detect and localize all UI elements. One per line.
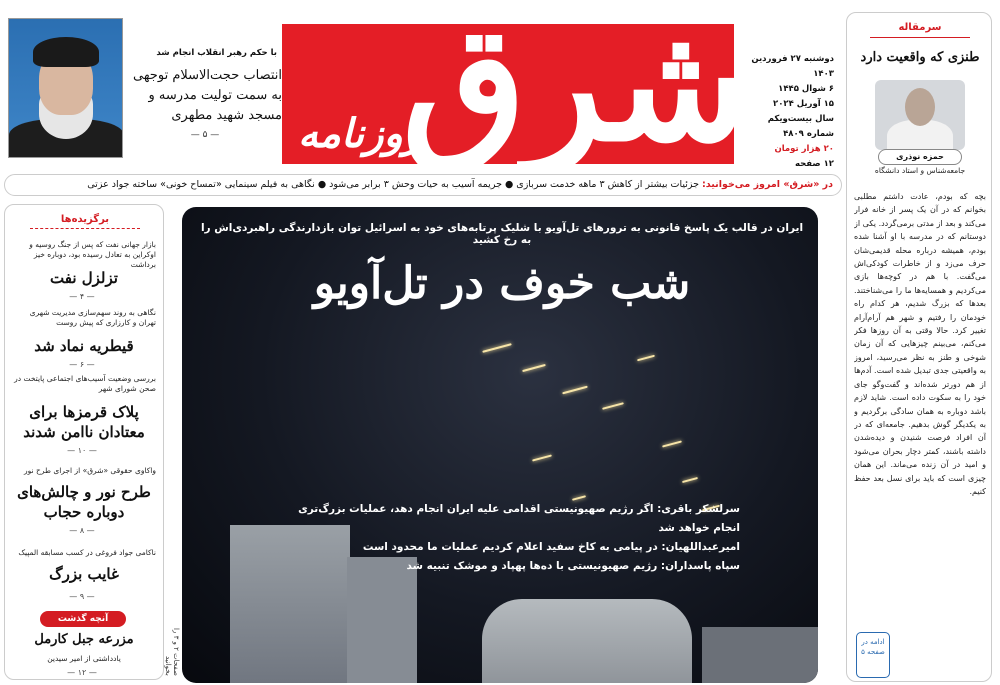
masthead-name: شرق <box>402 0 749 177</box>
author-role: جامعه‌شناس و استاد دانشگاه <box>874 166 966 175</box>
featured-title-3[interactable]: پلاک قرمزها برای معتادان ناامن شدند <box>23 403 145 441</box>
main-headline[interactable]: شب خوف در تل‌آویو <box>313 258 691 309</box>
continued-on-page-link[interactable]: ادامه در صفحه ۵ <box>856 632 890 678</box>
featured-kicker-4: واکاوی حقوقی «شرق» از اجرای طرح نور <box>24 466 156 475</box>
main-story-kicker: ایران در قالب یک پاسخ قانونی به ترورهای تل‌آویو با شلیک پرتابه‌های خود به اسرائیل توان بازدارندگی راهبردی‌اش را به رخ کشید <box>200 222 804 246</box>
date-persian: دوشنبه ۲۷ فروردین ۱۴۰۳ <box>751 54 834 79</box>
leader-portrait-image <box>8 18 123 158</box>
archive-kicker: یادداشتی از امیر سیدین <box>47 654 121 663</box>
archive-badge: آنچه گذشت <box>40 611 126 627</box>
archive-page: — ۱۲ — <box>67 668 97 677</box>
featured-page-4: — ۸ — <box>69 526 95 535</box>
featured-kicker-2: نگاهی به روند سهم‌سازی مدیریت شهری تهران و کارزاری که پیش روست <box>29 308 156 327</box>
topleft-kicker: با حکم رهبر انقلاب انجام شد <box>156 48 277 58</box>
featured-title-1[interactable]: تزلزل نفت <box>50 269 118 287</box>
featured-title-4[interactable]: طرح نور و چالش‌های دوباره حجاب <box>17 483 151 521</box>
editorial-label: سرمقاله <box>870 22 970 38</box>
date-hijri: ۶ شوال ۱۴۴۵ <box>778 84 834 94</box>
date-block <box>738 52 834 172</box>
featured-page-3: — ۱۰ — <box>67 446 97 455</box>
archive-title[interactable]: مزرعه جبل کارمل <box>34 632 134 647</box>
topleft-page-number: — ۵ — <box>190 130 220 140</box>
page-count: ۱۲ صفحه <box>795 159 834 169</box>
main-story-subheads <box>270 500 740 576</box>
date-gregorian: ۱۵ آوریل ۲۰۲۴ <box>773 99 834 109</box>
volume-year: سال بیست‌ویکم <box>767 114 834 124</box>
featured-title-2[interactable]: قیطریه نماد شد <box>34 337 134 355</box>
featured-kicker-3: بررسی وضعیت آسیب‌های اجتماعی پایتخت در صحن شورای شهر <box>14 374 156 393</box>
featured-page-5: — ۹ — <box>69 592 95 601</box>
featured-title-5[interactable]: غایب بزرگ <box>49 565 119 583</box>
subhead-1: سرلشکر باقری: اگر رژیم صهیونیستی اقدامی علیه ایران انجام دهد، عملیات بزرگ‌تری انجام خواهد شد <box>298 503 740 534</box>
featured-kicker-1: بازار جهانی نفت که پس از جنگ روسیه و اوکراین به تعادل رسیده بود، دوباره خیز برداشت <box>29 240 156 269</box>
ticker-text: جزئیات بیشتر از کاهش ۳ ماهه خدمت سربازی ● جریمه آسیب به حیات وحش ۳ برابر می‌شود ● نگاهی به فیلم سینمایی «تمساح خونی» ساخته جواد عزتی <box>87 179 699 190</box>
editorial-title[interactable]: طنزی که واقعیت دارد <box>860 50 980 65</box>
topleft-title[interactable]: انتصاب حجت‌الاسلام توجهی به سمت تولیت مدرسه و مسجد شهید مطهری <box>132 68 282 123</box>
masthead-logo <box>282 0 749 177</box>
featured-label: برگزیده‌ها <box>30 214 140 229</box>
photo-page-reference: صفحات ۲ و ۳ را بخوانید <box>164 628 180 676</box>
todays-highlights-ticker[interactable] <box>4 174 842 196</box>
author-name: حمزه نوذری <box>878 149 962 165</box>
masthead-prefix: روزنامه <box>298 110 423 157</box>
featured-page-1: — ۴ — <box>69 292 95 301</box>
ticker-label: در «شرق» امروز می‌خوانید: <box>702 179 833 190</box>
issue-price: ۲۰ هزار تومان <box>774 144 834 154</box>
issue-number: شماره ۴۸۰۹ <box>783 129 834 139</box>
featured-kicker-5: ناکامی جواد فروغی در کسب مسابقه المپیک <box>18 548 156 557</box>
subhead-2: امیرعبداللهیان: در پیامی به کاخ سفید اعلام کردیم عملیات ما محدود است <box>362 541 740 553</box>
editorial-body: بچه که بودم، عادت داشتم مطلبی بخوانم که در آن یک پسر از خانه فرار می‌کند و بعد از مدتی برمی‌گردد. یکی از دوستانم که در مدرسه با او آشنا شده بودم، همیشه درباره محله قدیمی‌شان حرف می‌زد و از خاطرات کودکی‌اش می‌گفت. با هم در کوچه‌ها بازی می‌کردیم و همسایه‌ها ما را می‌شناختند. بعدها که بزرگ شدیم، هر کدام راه خودمان را رفتیم و شهر هم آرام‌آرام تغییر کرد. حالا وقتی به آن روزها فکر می‌کنم، می‌بینم چیزهایی که آن زمان شوخی و طنز به نظر می‌رسید، امروز به واقعیتی جدی تبدیل شده است. آدم‌ها از هم دورتر شده‌اند و گفت‌وگو جای خود را به سکوت داده است. شاید لازم باشد دوباره به همان سادگی برگردیم و به یکدیگر گوش بدهیم. جامعه‌ای که در آن افراد فرصت شنیدن و دیده‌شدن داشته باشند، کمتر دچار بحران می‌شود و امید در آن زنده می‌ماند. این همان چیزی است که باید برای نسل بعد حفظ کنیم. <box>854 192 986 496</box>
author-photo <box>875 80 965 150</box>
featured-page-2: — ۶ — <box>69 360 95 369</box>
subhead-3: سپاه پاسداران: رژیم صهیونیستی با ده‌ها پهپاد و موشک تنبیه شد <box>406 560 740 572</box>
